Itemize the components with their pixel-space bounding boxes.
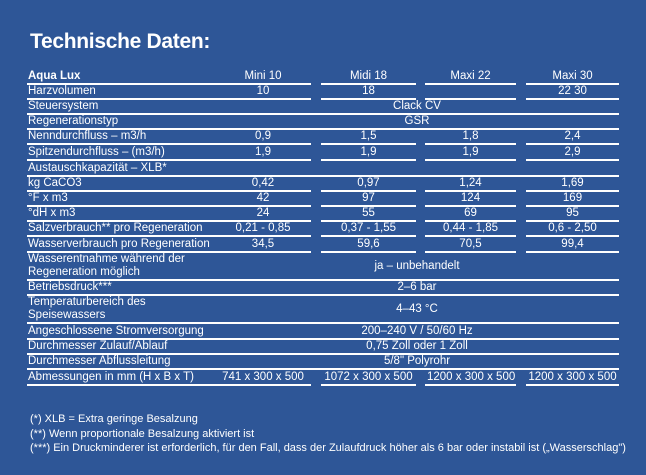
column-header-2: Midi 18	[321, 70, 416, 85]
row-value: 55	[321, 207, 416, 222]
row-value: 0,6 - 2,50	[526, 222, 619, 237]
column-gap	[516, 370, 526, 386]
table-row	[27, 355, 619, 370]
column-gap	[311, 237, 321, 253]
row-value: 59,6	[321, 237, 416, 253]
column-gap	[416, 145, 425, 161]
row-value: 0,97	[321, 177, 416, 192]
footnote-3: (***) Ein Druckminderer ist erforderlich, für den Fall, dass der Zulaufdruck höher als 6 bar oder instabil ist („Wasserschlag")	[30, 442, 626, 454]
row-label: Spitzendurchfluss – (m3/h)	[27, 145, 215, 161]
column-gap	[311, 85, 321, 100]
footnote-1: (*) XLB = Extra geringe Besalzung	[30, 413, 198, 425]
row-label: Regenerationstyp	[27, 115, 215, 130]
column-gap	[311, 145, 321, 161]
row-value: 0,37 - 1,55	[321, 222, 416, 237]
column-gap	[311, 177, 321, 192]
row-value: 2,4	[526, 130, 619, 145]
table-row	[27, 370, 619, 386]
row-value-span: 0,75 Zoll oder 1 Zoll	[215, 340, 619, 355]
column-gap	[516, 222, 526, 237]
row-value: 169	[526, 192, 619, 207]
row-value: 95	[526, 207, 619, 222]
row-value: 2,9	[526, 145, 619, 161]
row-value-span: Clack CV	[215, 100, 619, 115]
column-gap	[416, 237, 425, 253]
row-label: Temperaturbereich des Speisewassers	[27, 296, 215, 324]
column-gap	[416, 192, 425, 207]
row-label: Abmessungen in mm (H x B x T)	[27, 370, 215, 386]
row-value: 1,5	[321, 130, 416, 145]
row-value: 97	[321, 192, 416, 207]
table-header-row	[27, 70, 619, 85]
footnotes	[30, 412, 626, 456]
row-label: Durchmesser Zulauf/Ablauf	[27, 340, 215, 355]
column-gap	[516, 192, 526, 207]
column-gap	[516, 237, 526, 253]
row-value: 1200 x 300 x 500	[526, 370, 619, 386]
row-label: Salzverbrauch** pro Regeneration	[27, 222, 215, 237]
row-label: Wasserverbrauch pro Regeneration	[27, 237, 215, 253]
row-label: °F x m3	[27, 192, 215, 207]
row-label: Durchmesser Abflussleitung	[27, 355, 215, 370]
table-row	[27, 222, 619, 237]
page-title: Technische Daten:	[30, 30, 211, 53]
table-row	[27, 192, 619, 207]
table-row	[27, 253, 619, 281]
spec-table-body	[27, 70, 619, 386]
column-header-3: Maxi 22	[425, 70, 516, 85]
table-row	[27, 296, 619, 324]
row-value: 18	[321, 85, 416, 100]
row-label: Betriebsdruck***	[27, 281, 215, 296]
product-line-label: Aqua Lux	[27, 70, 215, 85]
row-value-span: 4–43 °C	[215, 296, 619, 324]
column-header-4: Maxi 30	[526, 70, 619, 85]
table-row	[27, 177, 619, 192]
row-value: 69	[425, 207, 516, 222]
row-label: Steuersystem	[27, 100, 215, 115]
row-value: 1,9	[425, 145, 516, 161]
table-row	[27, 237, 619, 253]
row-value: 1,8	[425, 130, 516, 145]
column-gap	[416, 70, 425, 85]
row-value: 24	[215, 207, 311, 222]
column-gap	[311, 207, 321, 222]
column-gap	[516, 145, 526, 161]
row-label: kg CaCO3	[27, 177, 215, 192]
row-label: °dH x m3	[27, 207, 215, 222]
column-gap	[416, 207, 425, 222]
column-gap	[311, 222, 321, 237]
column-gap	[516, 70, 526, 85]
table-row	[27, 281, 619, 296]
column-gap	[416, 370, 425, 386]
column-gap	[416, 222, 425, 237]
row-value: 1,69	[526, 177, 619, 192]
column-gap	[516, 177, 526, 192]
row-value: 124	[425, 192, 516, 207]
row-value	[425, 85, 516, 100]
row-value: 0,21 - 0,85	[215, 222, 311, 237]
row-value: 1,9	[321, 145, 416, 161]
column-gap	[416, 177, 425, 192]
row-label: Wasserentnahme während der Regeneration möglich	[27, 253, 215, 281]
row-value: 1200 x 300 x 500	[425, 370, 516, 386]
column-gap	[311, 370, 321, 386]
row-value: 1,9	[215, 145, 311, 161]
column-gap	[516, 85, 526, 100]
row-value: 1,24	[425, 177, 516, 192]
column-gap	[311, 70, 321, 85]
row-value: 42	[215, 192, 311, 207]
row-value-span: GSR	[215, 115, 619, 130]
table-row	[27, 100, 619, 115]
column-gap	[416, 130, 425, 145]
spec-table	[27, 70, 619, 386]
table-row	[27, 145, 619, 161]
row-label: Angeschlossene Stromversorgung	[27, 324, 215, 340]
row-label: Nenndurchfluss – m3/h	[27, 130, 215, 145]
table-row	[27, 115, 619, 130]
row-value: 10	[215, 85, 311, 100]
column-gap	[311, 192, 321, 207]
row-value: 70,5	[425, 237, 516, 253]
column-gap	[311, 130, 321, 145]
row-value: 0,44 - 1,85	[425, 222, 516, 237]
table-row	[27, 161, 619, 177]
column-header-1: Mini 10	[215, 70, 311, 85]
footnote-2: (**) Wenn proportionale Besalzung aktiviert ist	[30, 427, 255, 440]
row-value: 0,42	[215, 177, 311, 192]
row-value: 22 30	[526, 85, 619, 100]
row-label: Harzvolumen	[27, 85, 215, 100]
row-value: 741 x 300 x 500	[215, 370, 311, 386]
table-row	[27, 85, 619, 100]
table-row	[27, 340, 619, 355]
column-gap	[416, 85, 425, 100]
row-value-span: 200–240 V / 50/60 Hz	[215, 324, 619, 340]
row-label: Austauschkapazität – XLB*	[27, 161, 215, 177]
row-value-span: ja – unbehandelt	[215, 253, 619, 281]
column-gap	[516, 207, 526, 222]
row-value-span: 5/8" Polyrohr	[215, 355, 619, 370]
row-value: 99,4	[526, 237, 619, 253]
table-row	[27, 207, 619, 222]
row-value: 1072 x 300 x 500	[321, 370, 416, 386]
row-value-span: 2–6 bar	[215, 281, 619, 296]
table-row	[27, 324, 619, 340]
table-row	[27, 130, 619, 145]
column-gap	[516, 130, 526, 145]
row-value-span	[215, 161, 619, 177]
row-value: 34,5	[215, 237, 311, 253]
row-value: 0,9	[215, 130, 311, 145]
